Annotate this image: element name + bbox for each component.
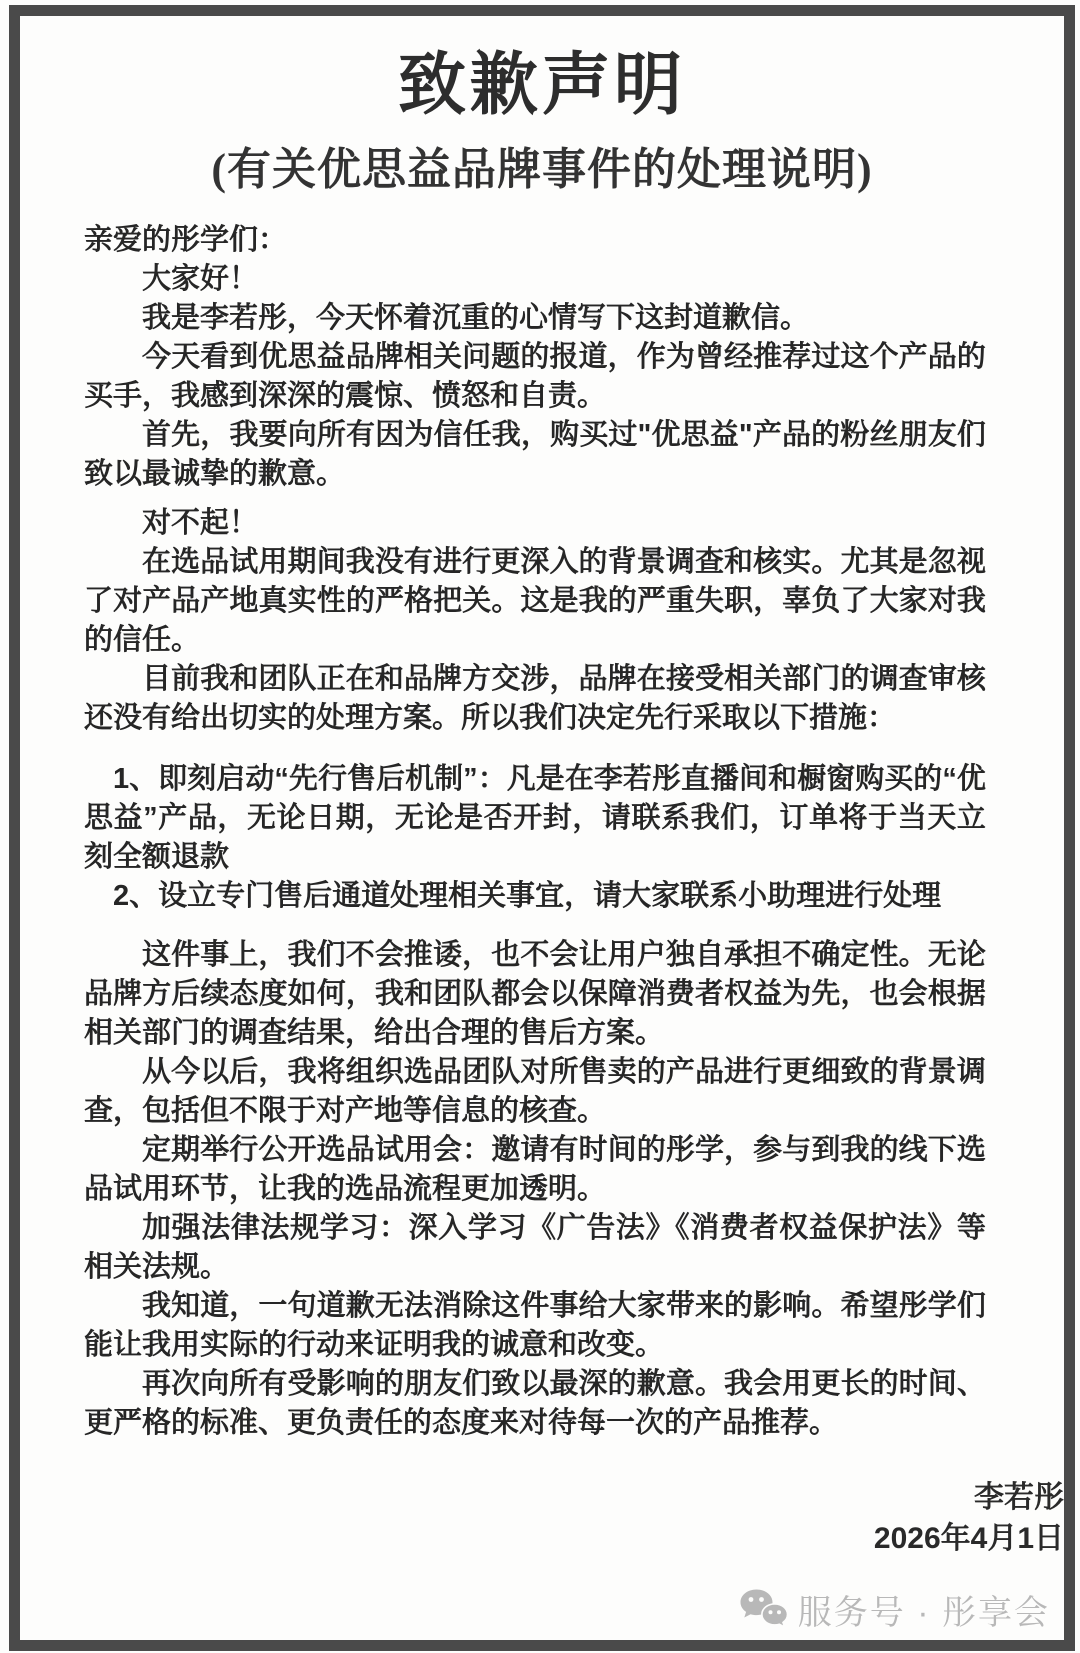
paragraph: 我知道，一句道歉无法消除这件事给大家带来的影响。希望彤学们能让我用实际的行动来证明我的诚意和改变。 (84, 1290, 986, 1361)
paragraph: 对不起！ (142, 507, 259, 539)
signature-block (20, 1477, 1064, 1559)
paragraph: 加强法律法规学习：深入学习《广告法》《消费者权益保护法》等相关法规。 (84, 1212, 986, 1283)
paragraph: 2、设立专门售后通道处理相关事宜，请大家联系小助理进行处理 (113, 880, 942, 912)
paragraph: 这件事上，我们不会推诿，也不会让用户独自承担不确定性。无论品牌方后续态度如何，我和团队都会以保障消费者权益为先，也会根据相关部门的调查结果，给出合理的售后方案。 (84, 939, 986, 1049)
paragraph: 1、即刻启动“先行售后机制”：凡是在李若彤直播间和橱窗购买的“优思益”产品，无论日期，无论是否开封，请联系我们，订单将于当天立刻全额退款 (84, 763, 986, 873)
paragraph: 今天看到优思益品牌相关问题的报道，作为曾经推荐过这个产品的买手，我感到深深的震惊、愤怒和自责。 (84, 341, 986, 412)
wechat-icon (740, 1589, 788, 1631)
signature-date: 2026年4月1日 (873, 1522, 1064, 1555)
paragraph: 亲爱的彤学们： (84, 224, 288, 256)
signature-name: 李若彤 (974, 1481, 1064, 1514)
paragraph: 大家好！ (142, 263, 259, 295)
paragraph: 我是李若彤，今天怀着沉重的心情写下这封道歉信。 (142, 302, 810, 334)
page-title: 致歉声明 (397, 47, 686, 123)
paragraph: 再次向所有受影响的朋友们致以最深的歉意。我会用更长的时间、更严格的标准、更负责任的态度来对待每一次的产品推荐。 (84, 1368, 986, 1439)
paragraph: 目前我和团队正在和品牌方交涉，品牌在接受相关部门的调查审核还没有给出切实的处理方案。所以我们决定先行采取以下措施： (84, 663, 986, 734)
watermark-text: 服务号 · 彤享会 (797, 1594, 1050, 1632)
paragraph: 从今以后，我将组织选品团队对所售卖的产品进行更细致的背景调查，包括但不限于对产地等信息的核查。 (84, 1056, 986, 1127)
paragraph: 首先，我要向所有因为信任我，购买过"优思益"产品的粉丝朋友们致以最诚挚的歉意。 (84, 419, 986, 490)
statement-page (20, 16, 1064, 1640)
wechat-account-watermark (740, 1585, 1050, 1634)
page-subtitle: (有关优思益品牌事件的处理说明) (211, 145, 873, 194)
paragraph: 定期举行公开选品试用会：邀请有时间的彤学，参与到我的线下选品试用环节，让我的选品流程更加透明。 (84, 1134, 986, 1205)
letter-body (84, 221, 986, 1443)
paragraph: 在选品试用期间我没有进行更深入的背景调查和核实。尤其是忽视了对产品产地真实性的严格把关。这是我的严重失职，辜负了大家对我的信任。 (84, 546, 986, 656)
